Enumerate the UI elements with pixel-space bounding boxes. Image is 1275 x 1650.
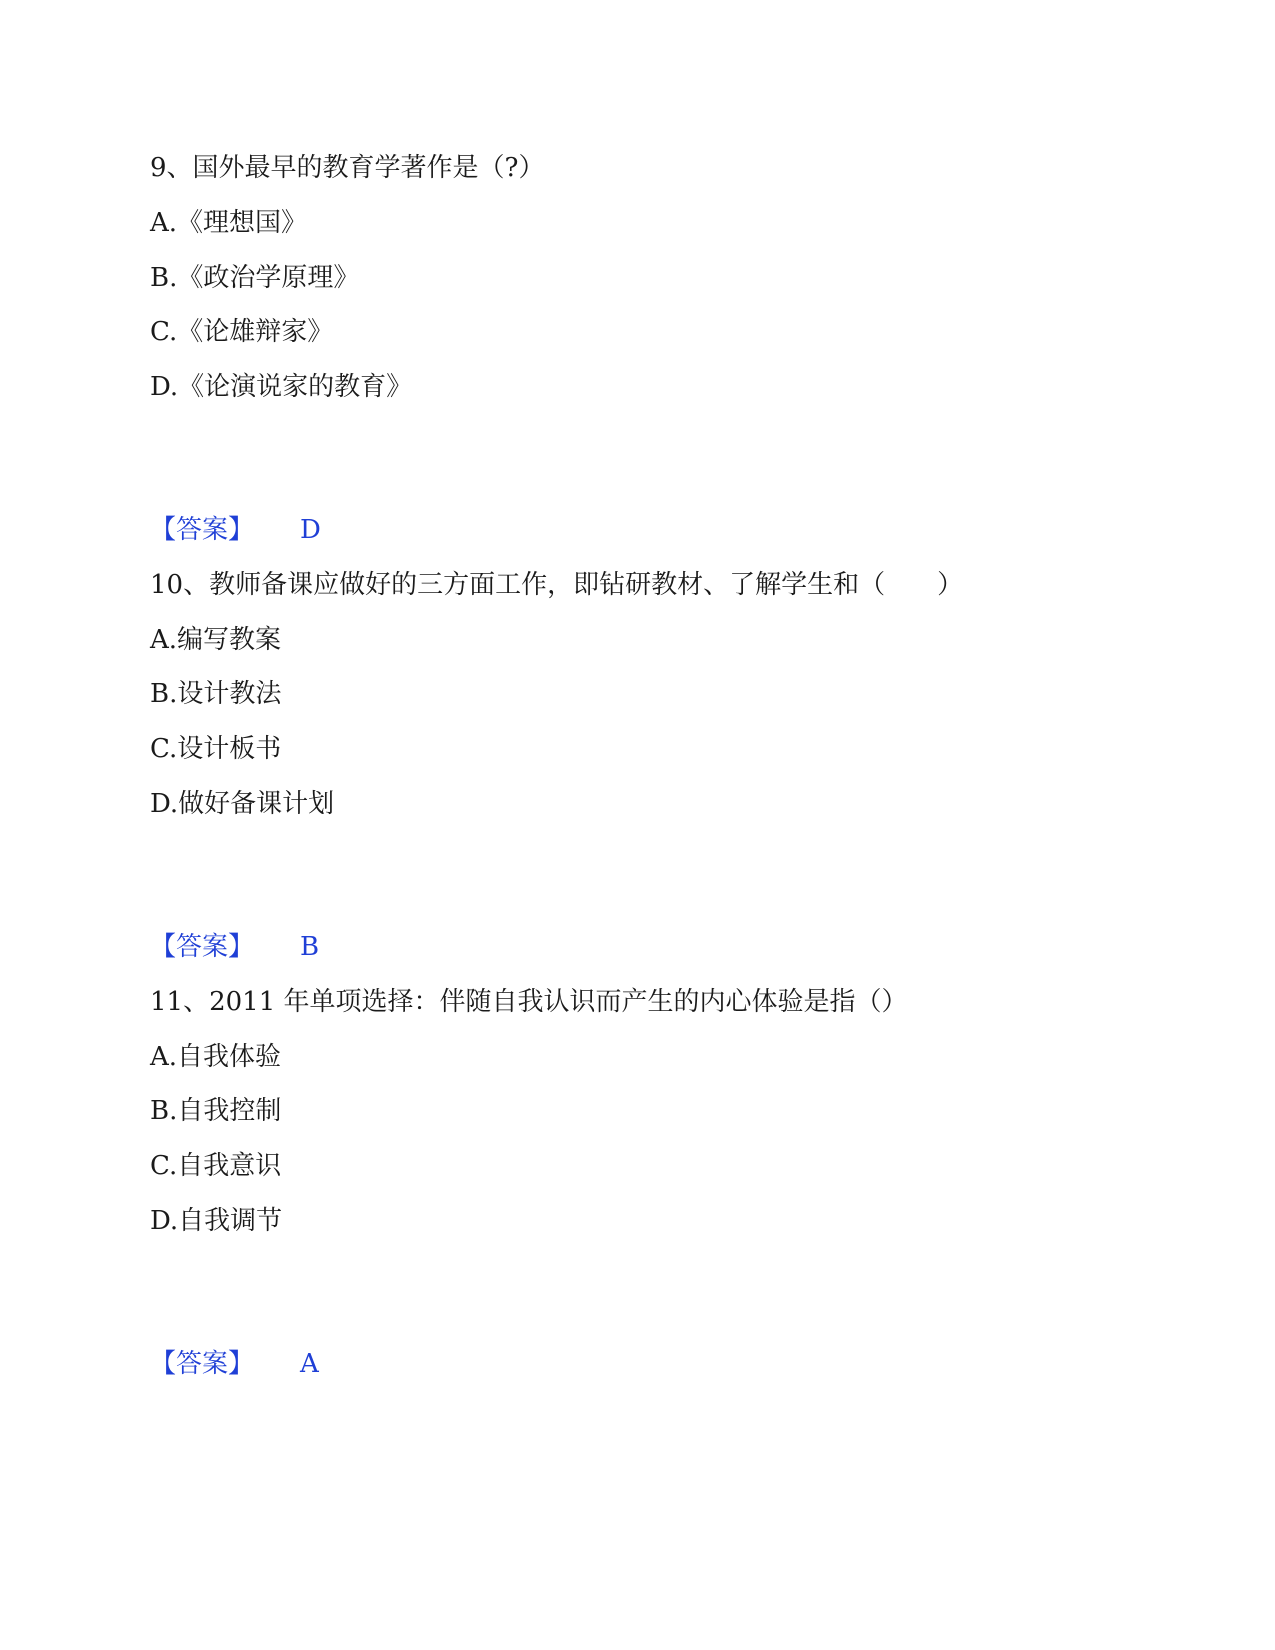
answer-label: 【答案】 xyxy=(150,515,255,545)
question-9-option-b: B.《政治学原理》 xyxy=(150,263,360,293)
answer-value: B xyxy=(300,932,320,962)
question-9-answer xyxy=(150,513,321,547)
answer-value: D xyxy=(300,515,321,545)
question-10-option-a: A.编写教案 xyxy=(150,625,282,655)
question-9-option-d: D.《论演说家的教育》 xyxy=(150,372,413,402)
question-11-option-b: B.自我控制 xyxy=(150,1096,282,1126)
question-10-answer xyxy=(150,930,319,964)
answer-label: 【答案】 xyxy=(150,932,255,962)
question-9-stem: 9、国外最早的教育学著作是（?） xyxy=(150,153,545,183)
question-10-option-b: B.设计教法 xyxy=(150,679,282,709)
answer-value: A xyxy=(300,1349,319,1379)
question-10-option-c: C.设计板书 xyxy=(150,734,282,764)
question-9-option-a: A.《理想国》 xyxy=(150,208,308,238)
question-11-stem: 11、2011 年单项选择：伴随自我认识而产生的内心体验是指（） xyxy=(150,987,908,1017)
question-11-option-a: A.自我体验 xyxy=(150,1042,282,1072)
question-10-option-d: D.做好备课计划 xyxy=(150,789,335,819)
question-10-stem: 10、教师备课应做好的三方面工作，即钻研教材、了解学生和（ ） xyxy=(150,570,964,600)
question-11-answer xyxy=(150,1347,319,1381)
answer-label: 【答案】 xyxy=(150,1349,255,1379)
question-11-option-c: C.自我意识 xyxy=(150,1151,282,1181)
question-9-option-c: C.《论雄辩家》 xyxy=(150,317,334,347)
question-11-option-d: D.自我调节 xyxy=(150,1206,283,1236)
